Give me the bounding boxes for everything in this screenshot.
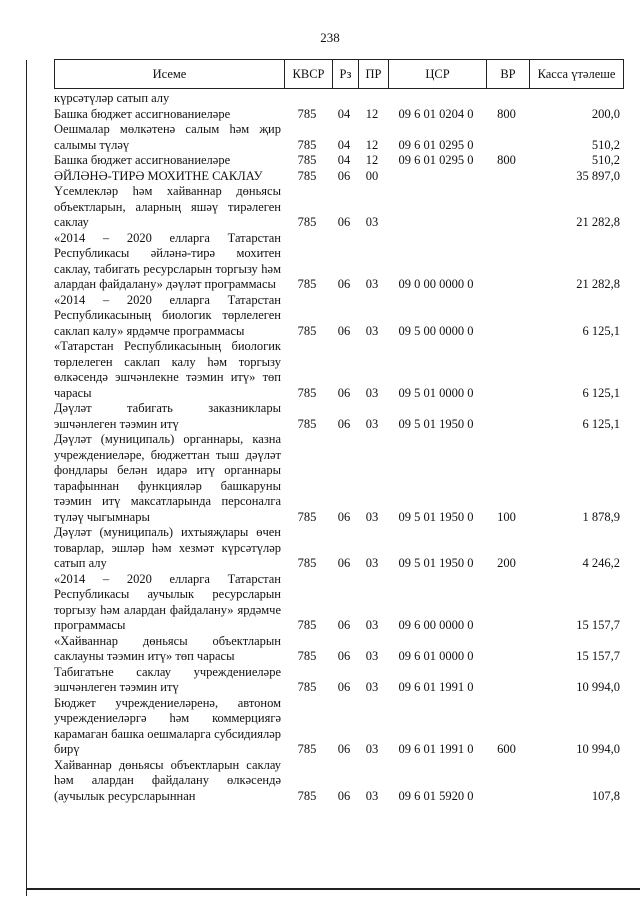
row-rz: 06 bbox=[337, 680, 351, 694]
row-csr: 09 6 01 1991 0 bbox=[398, 680, 474, 694]
row-pr: 03 bbox=[365, 323, 379, 338]
row-name: ӘЙЛӘНӘ-ТИРӘ МОХИТНЕ САКЛАУ bbox=[54, 168, 263, 183]
header-kvsr: КВСР bbox=[284, 60, 332, 88]
page-number: 238 bbox=[320, 30, 340, 45]
row-rz: 06 bbox=[337, 509, 351, 524]
row-kvsr: 785 bbox=[297, 168, 317, 183]
row-rz: 06 bbox=[337, 649, 351, 663]
row-name: Оешмалар мөлкәтенә салым һәм җир салымы түләү bbox=[54, 122, 281, 152]
row-name: Дәүләт (муниципаль) ихтыяҗлары өчен товарлар, эшләр һәм хезмәт күрсәтүләр сатып алу bbox=[54, 525, 281, 570]
table-row bbox=[54, 169, 624, 185]
header-sum: Касса үтәлеше bbox=[529, 60, 623, 88]
row-sum: 4 246,2 bbox=[582, 556, 620, 570]
row-vr bbox=[485, 138, 528, 154]
row-csr bbox=[387, 169, 485, 185]
table-row bbox=[54, 184, 624, 231]
row-pr: 00 bbox=[365, 168, 379, 183]
row-vr: 800 bbox=[497, 106, 516, 121]
table-row bbox=[54, 401, 624, 432]
row-rz: 06 bbox=[337, 215, 351, 229]
row-rz: 06 bbox=[337, 618, 351, 632]
row-kvsr: 785 bbox=[297, 680, 317, 694]
row-vr bbox=[485, 277, 528, 293]
row-kvsr: 785 bbox=[297, 323, 317, 338]
row-name: Табигатьне саклау учреждениеләре эшчәнлеген тәэмин итү bbox=[54, 664, 281, 694]
row-name: «2014 – 2020 елларга Татарстан Республикасы аучылык ресурсларын торгызу һәм алардан файдалану» ярдәмче программасы bbox=[54, 571, 281, 632]
row-vr: 100 bbox=[497, 509, 516, 524]
row-pr: 03 bbox=[365, 277, 379, 291]
row-rz: 06 bbox=[337, 385, 351, 400]
row-name: күрсәтүләр сатып алу bbox=[54, 91, 170, 105]
row-sum: 10 994,0 bbox=[576, 742, 620, 756]
row-vr bbox=[485, 386, 528, 402]
row-sum: 21 282,8 bbox=[576, 277, 620, 291]
table-row bbox=[54, 293, 624, 340]
row-sum: 6 125,1 bbox=[582, 323, 620, 338]
row-name: «2014 – 2020 елларга Татарстан Республикасының биологик төрлелеген саклап калу» ярдәмче программасы bbox=[54, 292, 281, 338]
row-vr: 600 bbox=[497, 742, 516, 756]
table-body bbox=[54, 91, 624, 804]
row-kvsr: 785 bbox=[297, 137, 317, 152]
header-vr: ВР bbox=[486, 60, 529, 88]
row-pr: 03 bbox=[365, 416, 379, 431]
row-kvsr: 785 bbox=[297, 416, 317, 431]
row-kvsr: 785 bbox=[297, 788, 317, 803]
table-row bbox=[54, 665, 624, 696]
row-name: «Татарстан Республикасының биологик төрлелеген саклап калу һәм торгызу өлкәсендә эшчәнлекне тәэмин итү» төп чарасы bbox=[54, 339, 281, 400]
row-kvsr: 785 bbox=[297, 742, 317, 756]
row-sum: 200,0 bbox=[591, 106, 620, 121]
row-pr: 12 bbox=[365, 137, 379, 152]
row-sum: 6 125,1 bbox=[582, 385, 620, 400]
row-csr: 09 5 01 0000 0 bbox=[398, 385, 474, 400]
row-name: Үсемлекләр һәм хайваннар дөньясы объектларын, аларның яшәү тирәлеген саклау bbox=[54, 184, 281, 229]
row-kvsr: 785 bbox=[297, 153, 317, 167]
table-row bbox=[54, 696, 624, 758]
table-header bbox=[54, 59, 624, 89]
row-pr: 03 bbox=[365, 385, 379, 400]
row-csr: 09 6 01 5920 0 bbox=[398, 788, 474, 803]
row-vr bbox=[485, 417, 528, 433]
row-csr: 09 6 00 0000 0 bbox=[398, 618, 474, 632]
row-kvsr: 785 bbox=[297, 649, 317, 663]
row-pr: 03 bbox=[365, 788, 379, 803]
row-pr: 03 bbox=[365, 649, 379, 663]
row-sum: 15 157,7 bbox=[576, 618, 620, 632]
row-csr: 09 6 01 0295 0 bbox=[398, 137, 474, 152]
row-csr bbox=[387, 215, 485, 231]
table-row bbox=[54, 758, 624, 805]
row-rz: 06 bbox=[337, 277, 351, 291]
row-csr: 09 5 01 1950 0 bbox=[398, 416, 474, 431]
row-vr bbox=[485, 215, 528, 231]
row-rz: 04 bbox=[337, 137, 351, 152]
table-row bbox=[54, 572, 624, 634]
header-rz: Рз bbox=[332, 60, 358, 88]
header-name: Исеме bbox=[152, 66, 187, 81]
row-csr: 09 0 00 0000 0 bbox=[398, 277, 474, 291]
header-csr: ЦСР bbox=[388, 60, 486, 88]
page-left-border bbox=[26, 60, 27, 896]
row-csr: 09 6 01 0204 0 bbox=[398, 106, 474, 121]
row-kvsr: 785 bbox=[297, 385, 317, 400]
table-row bbox=[54, 153, 624, 169]
row-sum: 6 125,1 bbox=[582, 416, 620, 431]
row-pr: 03 bbox=[365, 618, 379, 632]
row-pr: 03 bbox=[365, 680, 379, 694]
row-csr: 09 5 01 1950 0 bbox=[398, 556, 474, 570]
row-sum: 107,8 bbox=[591, 788, 620, 803]
row-rz: 06 bbox=[337, 788, 351, 803]
row-rz: 06 bbox=[337, 742, 351, 756]
row-name: Дәүләт табигать заказниклары эшчәнлеген тәэмин итү bbox=[54, 401, 281, 431]
row-pr: 12 bbox=[365, 153, 379, 167]
table-row bbox=[54, 525, 624, 572]
table-row bbox=[54, 107, 624, 123]
header-pr: ПР bbox=[358, 60, 388, 88]
row-vr: 200 bbox=[497, 556, 516, 570]
row-rz: 06 bbox=[337, 323, 351, 338]
row-vr bbox=[485, 789, 528, 805]
row-kvsr: 785 bbox=[297, 106, 317, 121]
row-name: Дәүләт (муниципаль) органнары, казна учреждениеләре, бюджеттан тыш дәүләт фондлары белән идарә итү органнары тарафыннан функцияләр башкаруны тәэмин итү максатларында персоналга түләү чыгымнары bbox=[54, 432, 281, 524]
row-vr: 800 bbox=[497, 153, 516, 167]
row-csr: 09 5 01 1950 0 bbox=[398, 509, 474, 524]
row-name: Бюджет учреждениеләренә, автоном учреждениеләргә һәм коммерциягә карамаган башка оешмаларга субсидияләр бирү bbox=[54, 695, 281, 756]
row-kvsr: 785 bbox=[297, 556, 317, 570]
row-vr bbox=[485, 649, 528, 665]
row-pr: 03 bbox=[365, 556, 379, 570]
row-kvsr: 785 bbox=[297, 215, 317, 229]
row-csr: 09 6 01 0000 0 bbox=[398, 649, 474, 663]
row-pr: 12 bbox=[365, 106, 379, 121]
row-sum: 21 282,8 bbox=[576, 215, 620, 229]
row-kvsr: 785 bbox=[297, 509, 317, 524]
row-vr bbox=[485, 324, 528, 340]
row-name: «2014 – 2020 елларга Татарстан Республикасы әйләнә-тирә мохитен саклау, табигать ресурсларын торгызу һәм алардан файдалану» дәүләт программасы bbox=[54, 230, 281, 291]
row-sum: 510,2 bbox=[591, 153, 620, 167]
row-csr: 09 5 00 0000 0 bbox=[398, 323, 474, 338]
row-kvsr: 785 bbox=[297, 618, 317, 632]
row-pr: 03 bbox=[365, 215, 379, 229]
row-csr: 09 6 01 0295 0 bbox=[398, 153, 474, 167]
row-vr bbox=[485, 169, 528, 185]
page-bottom-border bbox=[26, 888, 640, 890]
row-kvsr: 785 bbox=[297, 277, 317, 291]
table-row bbox=[54, 432, 624, 525]
row-pr: 03 bbox=[365, 509, 379, 524]
row-rz: 04 bbox=[337, 106, 351, 121]
row-name: Башка бюджет ассигнованиеләре bbox=[54, 106, 231, 121]
row-rz: 06 bbox=[337, 416, 351, 431]
table-row bbox=[54, 91, 624, 107]
row-sum: 1 878,9 bbox=[582, 509, 620, 524]
row-sum: 15 157,7 bbox=[576, 649, 620, 663]
row-name: «Хайваннар дөньясы объектларын саклауны тәэмин итү» төп чарасы bbox=[54, 633, 281, 663]
row-rz: 04 bbox=[337, 153, 351, 167]
row-vr bbox=[485, 618, 528, 634]
row-sum: 10 994,0 bbox=[576, 680, 620, 694]
row-sum: 35 897,0 bbox=[576, 168, 620, 183]
table-row bbox=[54, 634, 624, 665]
table-row bbox=[54, 122, 624, 153]
row-name: Башка бюджет ассигнованиеләре bbox=[54, 153, 231, 167]
row-rz: 06 bbox=[337, 556, 351, 570]
row-csr: 09 6 01 1991 0 bbox=[398, 742, 474, 756]
table-row bbox=[54, 339, 624, 401]
row-pr: 03 bbox=[365, 742, 379, 756]
row-sum: 510,2 bbox=[591, 137, 620, 152]
row-rz: 06 bbox=[337, 168, 351, 183]
table-row bbox=[54, 231, 624, 293]
row-vr bbox=[485, 680, 528, 696]
row-name: Хайваннар дөньясы объектларын саклау һәм алардан файдалану өлкәсендә (аучылык ресурсларыннан bbox=[54, 757, 281, 803]
